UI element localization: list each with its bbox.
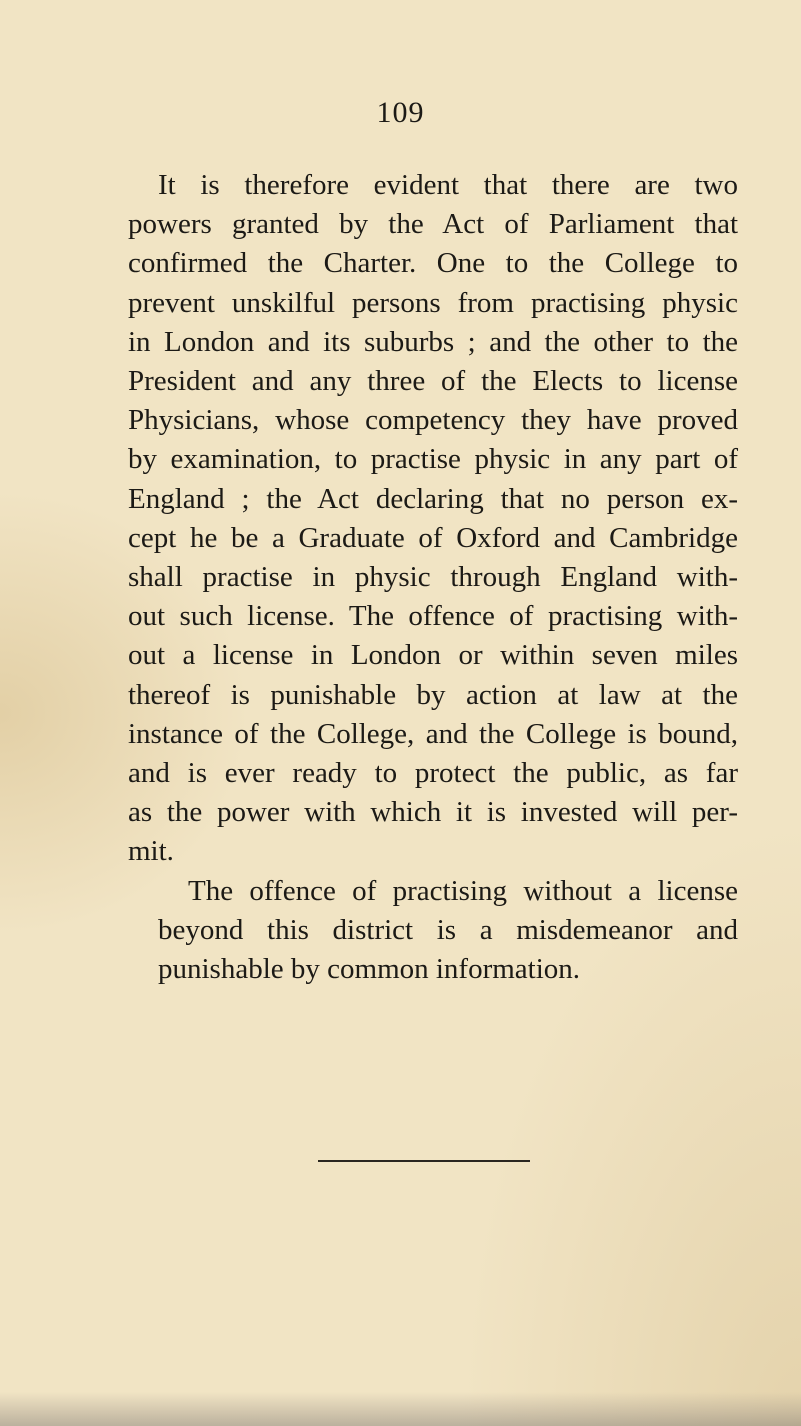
text-line: prevent unskilful persons from practising physic [128,286,738,319]
text-line: beyond this district is a misdemeanor and [158,913,738,946]
text-line: mit. [128,835,174,868]
page-edge-shadow [0,1392,801,1426]
text-line: England ; the Act declaring that no person ex- [128,482,738,515]
text-line: thereof is punishable by action at law at the [128,678,738,711]
text-line: in London and its suburbs ; and the other to the [128,325,738,358]
text-line: out a license in London or within seven miles [128,639,738,672]
text-line: shall practise in physic through England with- [128,561,738,594]
section-rule [318,1160,530,1162]
text-line: It is therefore evident that there are two [158,169,738,201]
text-line: confirmed the Charter. One to the College to [128,247,738,280]
text-line: instance of the College, and the College is bound, [128,717,738,750]
text-line: The offence of practising without a license [188,874,738,907]
text-line: President and any three of the Elects to license [128,365,738,398]
paragraph-1 [128,166,738,872]
text-line: powers granted by the Act of Parliament that [128,208,738,241]
page-number: 109 [376,96,425,129]
paragraph-2 [128,872,738,990]
text-line: punishable by common information. [158,953,581,986]
text-line: as the power with which it is invested will per- [128,796,738,829]
text-line: out such license. The offence of practising with- [128,600,738,633]
text-line: and is ever ready to protect the public, as far [128,757,738,790]
text-line: cept he be a Graduate of Oxford and Cambridge [128,521,738,554]
text-line: by examination, to practise physic in any part of [128,443,738,476]
text-line: Physicians, whose competency they have proved [128,404,738,437]
body-text [128,166,738,989]
